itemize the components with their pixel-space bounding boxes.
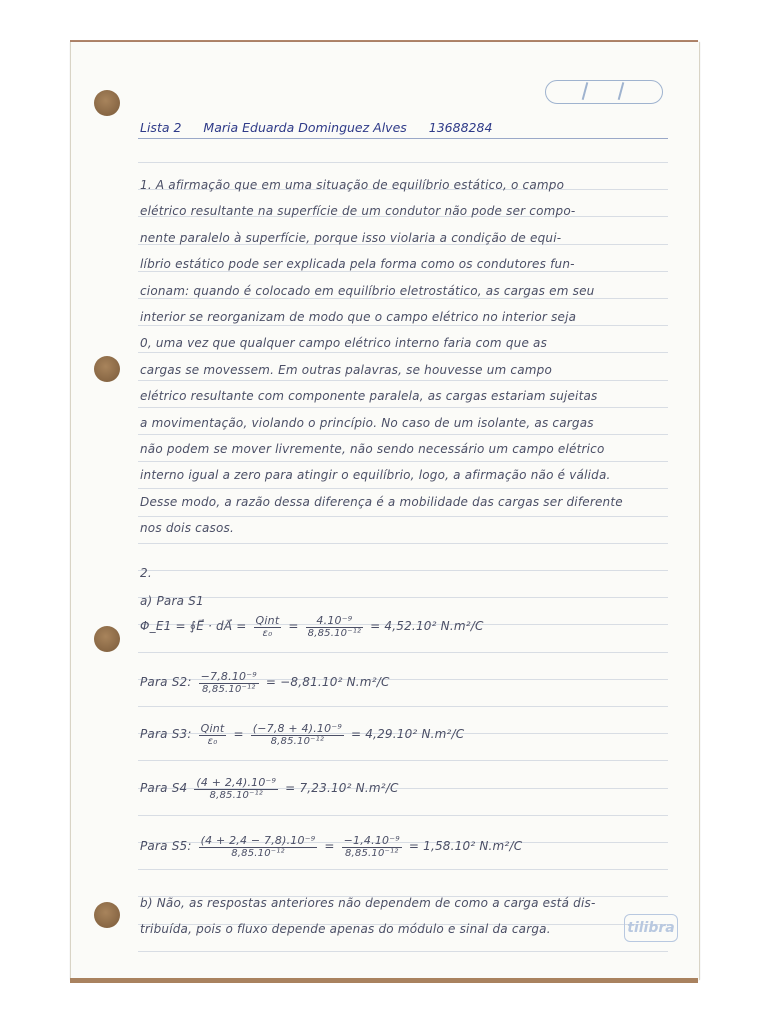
rule-line [138, 434, 668, 435]
part-b-line: b) Não, as respostas anteriores não dependem de como a carga está dis- [140, 896, 596, 910]
s4-frac-den: 8,85.10⁻¹² [209, 790, 263, 801]
q1-line: nente paralelo à superfície, porque isso violaria a condição de equi- [140, 230, 562, 245]
q1-line: 1. A afirmação que em uma situação de equilíbrio estático, o campo [140, 178, 565, 192]
s5-result: = 1,58.10² N.m²/C [408, 839, 523, 853]
s4-lhs: Para S4 [140, 781, 188, 795]
s1-lhs: Φ_E1 = ∮E⃗ · dA⃗ = [140, 619, 247, 633]
rule-line [138, 869, 668, 870]
s1-frac1-den: ε₀ [262, 628, 273, 639]
s5-frac1-num: (4 + 2,4 − 7,8).10⁻⁹ [200, 834, 316, 847]
q1-line: a movimentação, violando o princípio. No caso de um isolante, as cargas [140, 415, 594, 430]
q1-line: 0, uma vez que qualquer campo elétrico interno faria com que as [140, 336, 548, 351]
student-name: Maria Eduarda Dominguez Alves [203, 120, 407, 135]
rule-line [138, 951, 668, 952]
student-id: 13688284 [428, 120, 493, 135]
s3-frac2-den: 8,85.10⁻¹² [270, 736, 325, 747]
part-a-label: a) Para S1 [140, 594, 204, 608]
q1-line: interior se reorganizam de modo que o campo elétrico no interior seja [140, 310, 577, 324]
rule-line [138, 706, 668, 707]
binder-hole-3 [94, 626, 120, 652]
s1-frac2-num: 4.10⁻⁹ [306, 614, 363, 628]
rule-line [138, 298, 668, 299]
rule-line [138, 488, 668, 489]
s4-result: = 7,23.10² N.m²/C [285, 781, 399, 795]
s2-result: = −8,81.10² N.m²/C [265, 675, 390, 689]
s5-equation: Para S5: $\frac{\text{(4 + 2,4 − 7,8).10⁻⁹}}{\text{8,85.10⁻¹²}}$ = $\frac{\text{−1,4.10⁻⁹}}{\text{8,85.10⁻¹²}}$ = 1,58.10² N.m²/C [140, 834, 523, 859]
list-label: Lista 2 [140, 120, 182, 135]
page-header [140, 120, 510, 135]
rule-line [138, 407, 668, 408]
s3-equation: Para S3: $\frac{\text{Qint}}{\text{ε₀}}$ = $\frac{\text{(−7,8 + 4).10⁻⁹}}{\text{8,85.10⁻¹²}}$ = 4,29.10² N.m²/C [140, 722, 465, 747]
s1-frac2-den: 8,85.10⁻¹² [307, 628, 362, 639]
rule-line [138, 162, 668, 163]
s3-frac2-num: (−7,8 + 4).10⁻⁹ [252, 722, 342, 735]
q1-line: não podem se mover livremente, não sendo necessário um campo elétrico [140, 442, 605, 456]
rule-line [138, 815, 668, 816]
header-rule [138, 138, 668, 139]
s4-frac-num: (4 + 2,4).10⁻⁹ [196, 776, 277, 789]
s1-result: = 4,52.10² N.m²/C [370, 619, 484, 633]
s3-result: = 4,29.10² N.m²/C [350, 727, 465, 741]
binder-hole-2 [94, 356, 120, 382]
rule-line [138, 325, 668, 326]
binder-hole-4 [94, 902, 120, 928]
q1-line: elétrico resultante com componente paralela, as cargas estariam sujeitas [140, 389, 598, 404]
q1-line: Desse modo, a razão dessa diferença é a mobilidade das cargas ser diferente [140, 494, 623, 509]
rule-line [138, 352, 668, 353]
s5-frac2-den: 8,85.10⁻¹² [344, 848, 399, 859]
s1-equation [140, 614, 484, 639]
s4-equation [140, 776, 399, 801]
q1-line: cargas se movessem. Em outras palavras, se houvesse um campo [140, 362, 553, 377]
s3-lhs: Para S3: [140, 727, 192, 741]
s2-frac-num: −7,8.10⁻⁹ [200, 670, 257, 683]
q1-line: interno igual a zero para atingir o equilíbrio, logo, a afirmação não é válida. [140, 468, 611, 483]
s2-lhs: Para S2: [140, 675, 192, 689]
rule-line [138, 461, 668, 462]
rule-line [138, 516, 668, 517]
date-box [545, 80, 663, 104]
s1-eq: = [288, 619, 299, 633]
q1-line: nos dois casos. [140, 521, 234, 536]
rule-line [138, 543, 668, 544]
brand-watermark: tilibra [624, 914, 678, 942]
rule-line [138, 570, 668, 571]
rule-line [138, 760, 668, 761]
s2-equation [140, 670, 390, 695]
s5-lhs: Para S5: [140, 839, 192, 853]
rule-line [138, 380, 668, 381]
s1-frac1-num: Qint [255, 614, 280, 627]
rule-line [138, 597, 668, 598]
paper-bottom-edge [70, 978, 698, 983]
s5-frac1-den: 8,85.10⁻¹² [231, 848, 285, 859]
binder-hole-1 [94, 90, 120, 116]
part-b-line: tribuída, pois o fluxo depende apenas do módulo e sinal da carga. [140, 922, 551, 936]
question-2-label: 2. [140, 566, 152, 580]
s5-frac2-num: −1,4.10⁻⁹ [343, 834, 400, 847]
s3-frac1-num: Qint [200, 722, 225, 735]
rule-line [138, 652, 668, 653]
q1-line: elétrico resultante na superfície de um condutor não pode ser compo- [140, 204, 576, 219]
s3-frac1-den: ε₀ [207, 736, 218, 747]
q1-line: cionam: quando é colocado em equilíbrio eletrostático, as cargas em seu [140, 283, 595, 298]
q1-line: líbrio estático pode ser explicada pela forma como os condutores fun- [140, 257, 575, 272]
s2-frac-den: 8,85.10⁻¹² [201, 684, 256, 695]
